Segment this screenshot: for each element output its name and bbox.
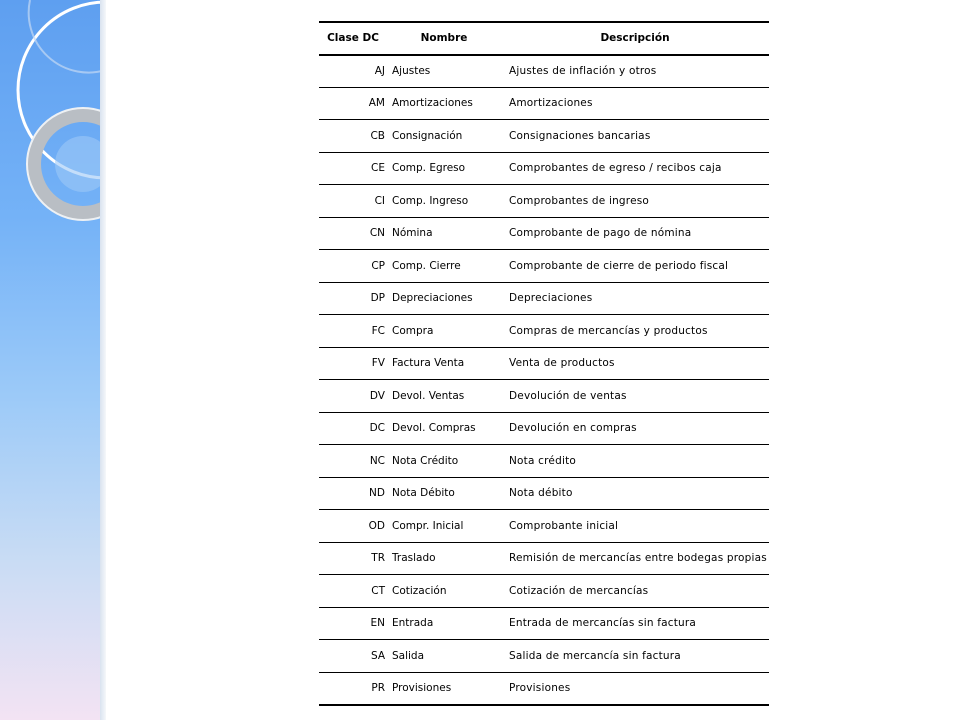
- cell-name: Comp. Egreso: [392, 162, 466, 175]
- cell-code: FV: [371, 357, 385, 370]
- small-ring-fill-shape: [55, 136, 106, 192]
- cell-code: AJ: [374, 65, 385, 77]
- cell-description: Devolución en compras: [509, 422, 637, 435]
- cell-code: SA: [370, 649, 385, 662]
- table-row: [319, 347, 769, 380]
- table-header-row: [319, 22, 769, 55]
- panel-edge: [100, 0, 106, 720]
- table-row: [319, 55, 769, 88]
- cell-name: Amortizaciones: [392, 97, 473, 110]
- cell-description: Salida de mercancía sin factura: [509, 649, 681, 662]
- cell-name: Comp. Ingreso: [392, 194, 469, 207]
- cell-code: OD: [368, 519, 385, 532]
- cell-name: Devol. Compras: [392, 422, 476, 435]
- cell-description: Venta de productos: [509, 357, 615, 370]
- cell-name: Provisiones: [392, 682, 452, 694]
- cell-code: DP: [370, 292, 385, 305]
- cell-name: Nota Débito: [392, 487, 455, 500]
- header-name: Nombre: [420, 32, 468, 45]
- table-row: [319, 640, 769, 673]
- table-row: [319, 575, 769, 608]
- table-row: [319, 87, 769, 120]
- cell-description: Depreciaciones: [509, 292, 593, 305]
- cell-code: CP: [371, 259, 385, 272]
- cell-code: CB: [370, 129, 385, 142]
- cell-code: TR: [371, 552, 385, 565]
- cell-description: Cotización de mercancías: [509, 584, 649, 597]
- cell-name: Factura Venta: [392, 357, 465, 370]
- cell-name: Ajustes: [392, 65, 431, 77]
- cell-name: Traslado: [392, 552, 436, 565]
- table-row: [319, 412, 769, 445]
- cell-name: Depreciaciones: [392, 292, 473, 305]
- cell-description: Comprobante de cierre de periodo fiscal: [509, 259, 729, 272]
- cell-description: Nota débito: [509, 487, 573, 500]
- decorative-side-panel: [0, 0, 106, 720]
- cell-code: CI: [374, 194, 385, 207]
- cell-description: Devolución de ventas: [509, 389, 627, 402]
- cell-code: CT: [371, 584, 385, 597]
- cell-description: Comprobantes de egreso / recibos caja: [509, 162, 722, 175]
- document-classes-table: [319, 21, 769, 706]
- header-description: Descripción: [600, 32, 670, 45]
- cell-description: Comprobante inicial: [509, 519, 619, 532]
- cell-name: Compr. Inicial: [392, 519, 464, 532]
- cell-code: NC: [369, 454, 385, 467]
- table-row: [319, 380, 769, 413]
- cell-description: Provisiones: [509, 682, 571, 694]
- cell-name: Consignación: [392, 129, 463, 142]
- cell-code: DC: [369, 422, 385, 435]
- cell-code: PR: [371, 682, 385, 694]
- cell-description: Entrada de mercancías sin factura: [509, 617, 697, 630]
- cell-description: Ajustes de inflación y otros: [509, 65, 657, 77]
- table-row: [319, 217, 769, 250]
- cell-name: Devol. Ventas: [392, 389, 465, 402]
- header-code: Clase DC: [327, 32, 379, 45]
- decorative-rings: [0, 0, 106, 260]
- table-row: [319, 607, 769, 640]
- table-row: [319, 315, 769, 348]
- cell-description: Remisión de mercancías entre bodegas propias: [509, 552, 767, 565]
- cell-code: ND: [369, 487, 385, 500]
- cell-code: AM: [368, 97, 385, 110]
- table-row: [319, 672, 769, 705]
- cell-description: Comprobante de pago de nómina: [509, 227, 692, 240]
- table-row: [319, 185, 769, 218]
- cell-name: Cotización: [392, 584, 447, 597]
- table-row: [319, 445, 769, 478]
- table-row: [319, 250, 769, 283]
- cell-description: Nota crédito: [509, 454, 577, 467]
- table-row: [319, 477, 769, 510]
- cell-description: Comprobantes de ingreso: [509, 194, 650, 207]
- cell-name: Comp. Cierre: [392, 259, 461, 272]
- cell-name: Nómina: [392, 227, 433, 240]
- cell-description: Amortizaciones: [509, 97, 593, 110]
- cell-code: DV: [369, 389, 385, 402]
- table-row: [319, 542, 769, 575]
- table-row: [319, 120, 769, 153]
- cell-name: Entrada: [392, 617, 434, 630]
- cell-code: CE: [371, 162, 385, 175]
- table-row: [319, 510, 769, 543]
- table-row: [319, 282, 769, 315]
- cell-name: Nota Crédito: [392, 454, 459, 467]
- cell-name: Salida: [392, 649, 425, 662]
- table-row: [319, 152, 769, 185]
- cell-code: EN: [370, 617, 385, 630]
- cell-description: Compras de mercancías y productos: [509, 324, 708, 337]
- cell-code: FC: [371, 324, 385, 337]
- cell-description: Consignaciones bancarias: [509, 129, 651, 142]
- cell-code: CN: [369, 227, 385, 240]
- cell-name: Compra: [392, 324, 434, 337]
